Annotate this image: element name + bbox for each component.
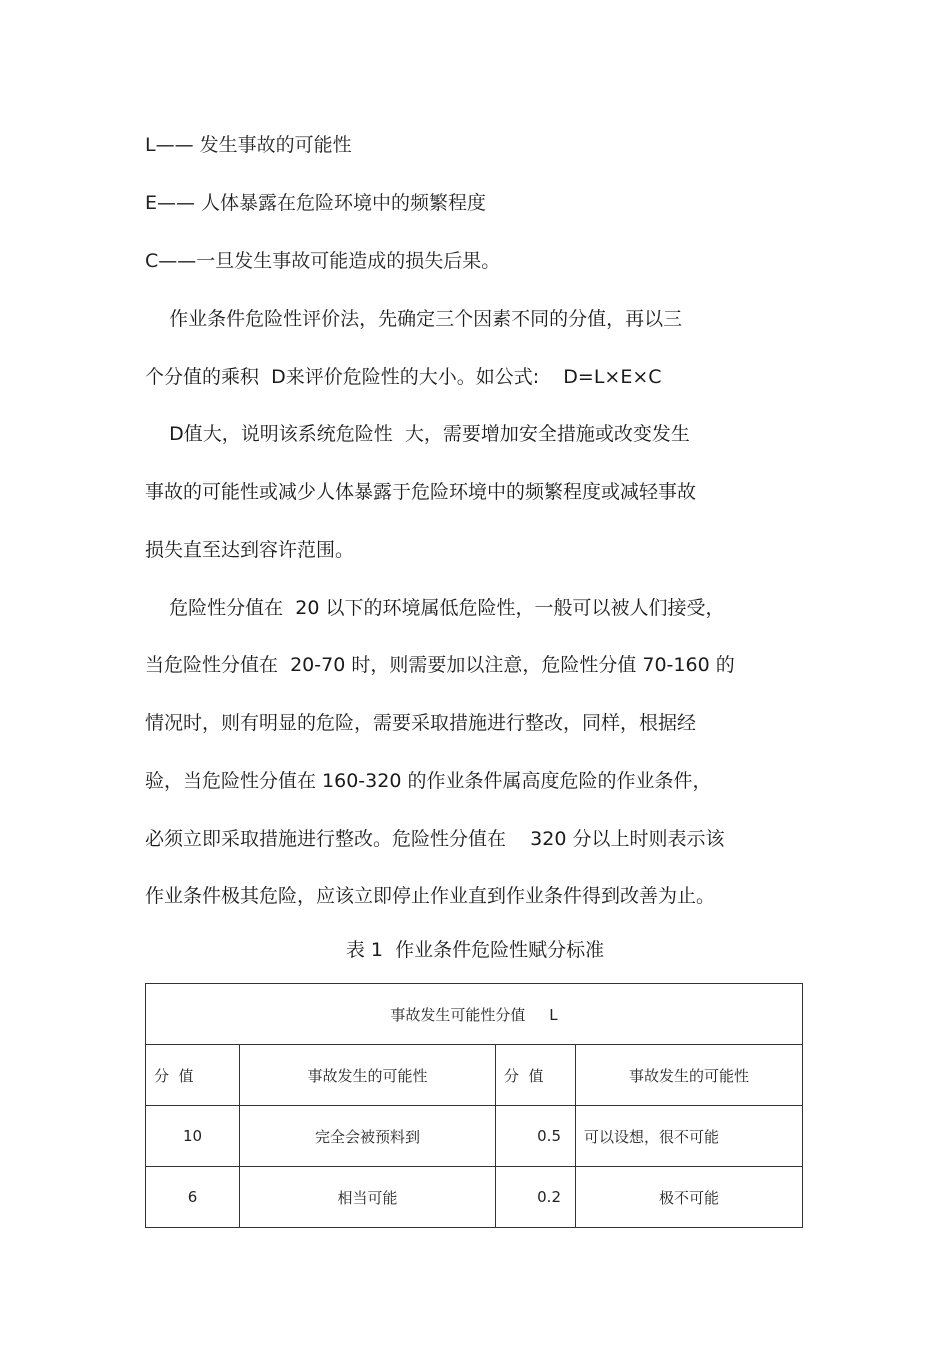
paragraph-line: 情况时，则有明显的危险，需要采取措施进行整改，同样，根据经 [145,712,697,734]
likelihood-cell: 极不可能 [576,1167,803,1228]
paragraph-line: D值大，说明该系统危险性 大，需要增加安全措施或改变发生 [145,423,690,445]
paragraph-line: 损失直至达到容许范围。 [145,539,355,561]
paragraph-line: 作业条件极其危险，应该立即停止作业直到作业条件得到改善为止。 [145,885,716,907]
likelihood-cell: 可以设想，很不可能 [576,1106,803,1167]
table-row [146,1106,803,1167]
table-title: 事故发生可能性分值 L [146,984,803,1045]
table-header-row [146,1045,803,1106]
likelihood-cell: 完全会被预料到 [240,1106,496,1167]
header-score: 分 值 [496,1045,576,1106]
header-likelihood: 事故发生的可能性 [240,1045,496,1106]
table-caption: 表 1 作业条件危险性赋分标准 [345,939,605,961]
score-cell: 0.2 [496,1167,576,1228]
paragraph-line: 个分值的乘积 D来评价危险性的大小。如公式: D=L×E×C [145,366,662,388]
likelihood-cell: 相当可能 [240,1167,496,1228]
likelihood-score-table [145,983,803,1228]
table-title-row [146,984,803,1045]
header-score: 分 值 [146,1045,240,1106]
paragraph-line: 当危险性分值在 20-70 时，则需要加以注意，危险性分值 70-160 的 [145,654,735,676]
definition-c: C——一旦发生事故可能造成的损失后果。 [145,250,501,272]
score-cell: 10 [146,1106,240,1167]
paragraph-line: 危险性分值在 20 以下的环境属低危险性，一般可以被人们接受， [145,597,725,619]
paragraph-line: 验，当危险性分值在 160-320 的作业条件属高度危险的作业条件， [145,770,712,792]
score-cell: 0.5 [496,1106,576,1167]
paragraph-line: 必须立即采取措施进行整改。危险性分值在 320 分以上时则表示该 [145,828,725,850]
definition-e: E—— 人体暴露在危险环境中的频繁程度 [145,192,487,214]
header-likelihood: 事故发生的可能性 [576,1045,803,1106]
paragraph-line: 事故的可能性或减少人体暴露于危险环境中的频繁程度或减轻事故 [145,481,697,503]
paragraph-line: 作业条件危险性评价法，先确定三个因素不同的分值，再以三 [145,308,683,330]
definition-l: L—— 发生事故的可能性 [145,134,352,156]
score-cell: 6 [146,1167,240,1228]
table-row [146,1167,803,1228]
